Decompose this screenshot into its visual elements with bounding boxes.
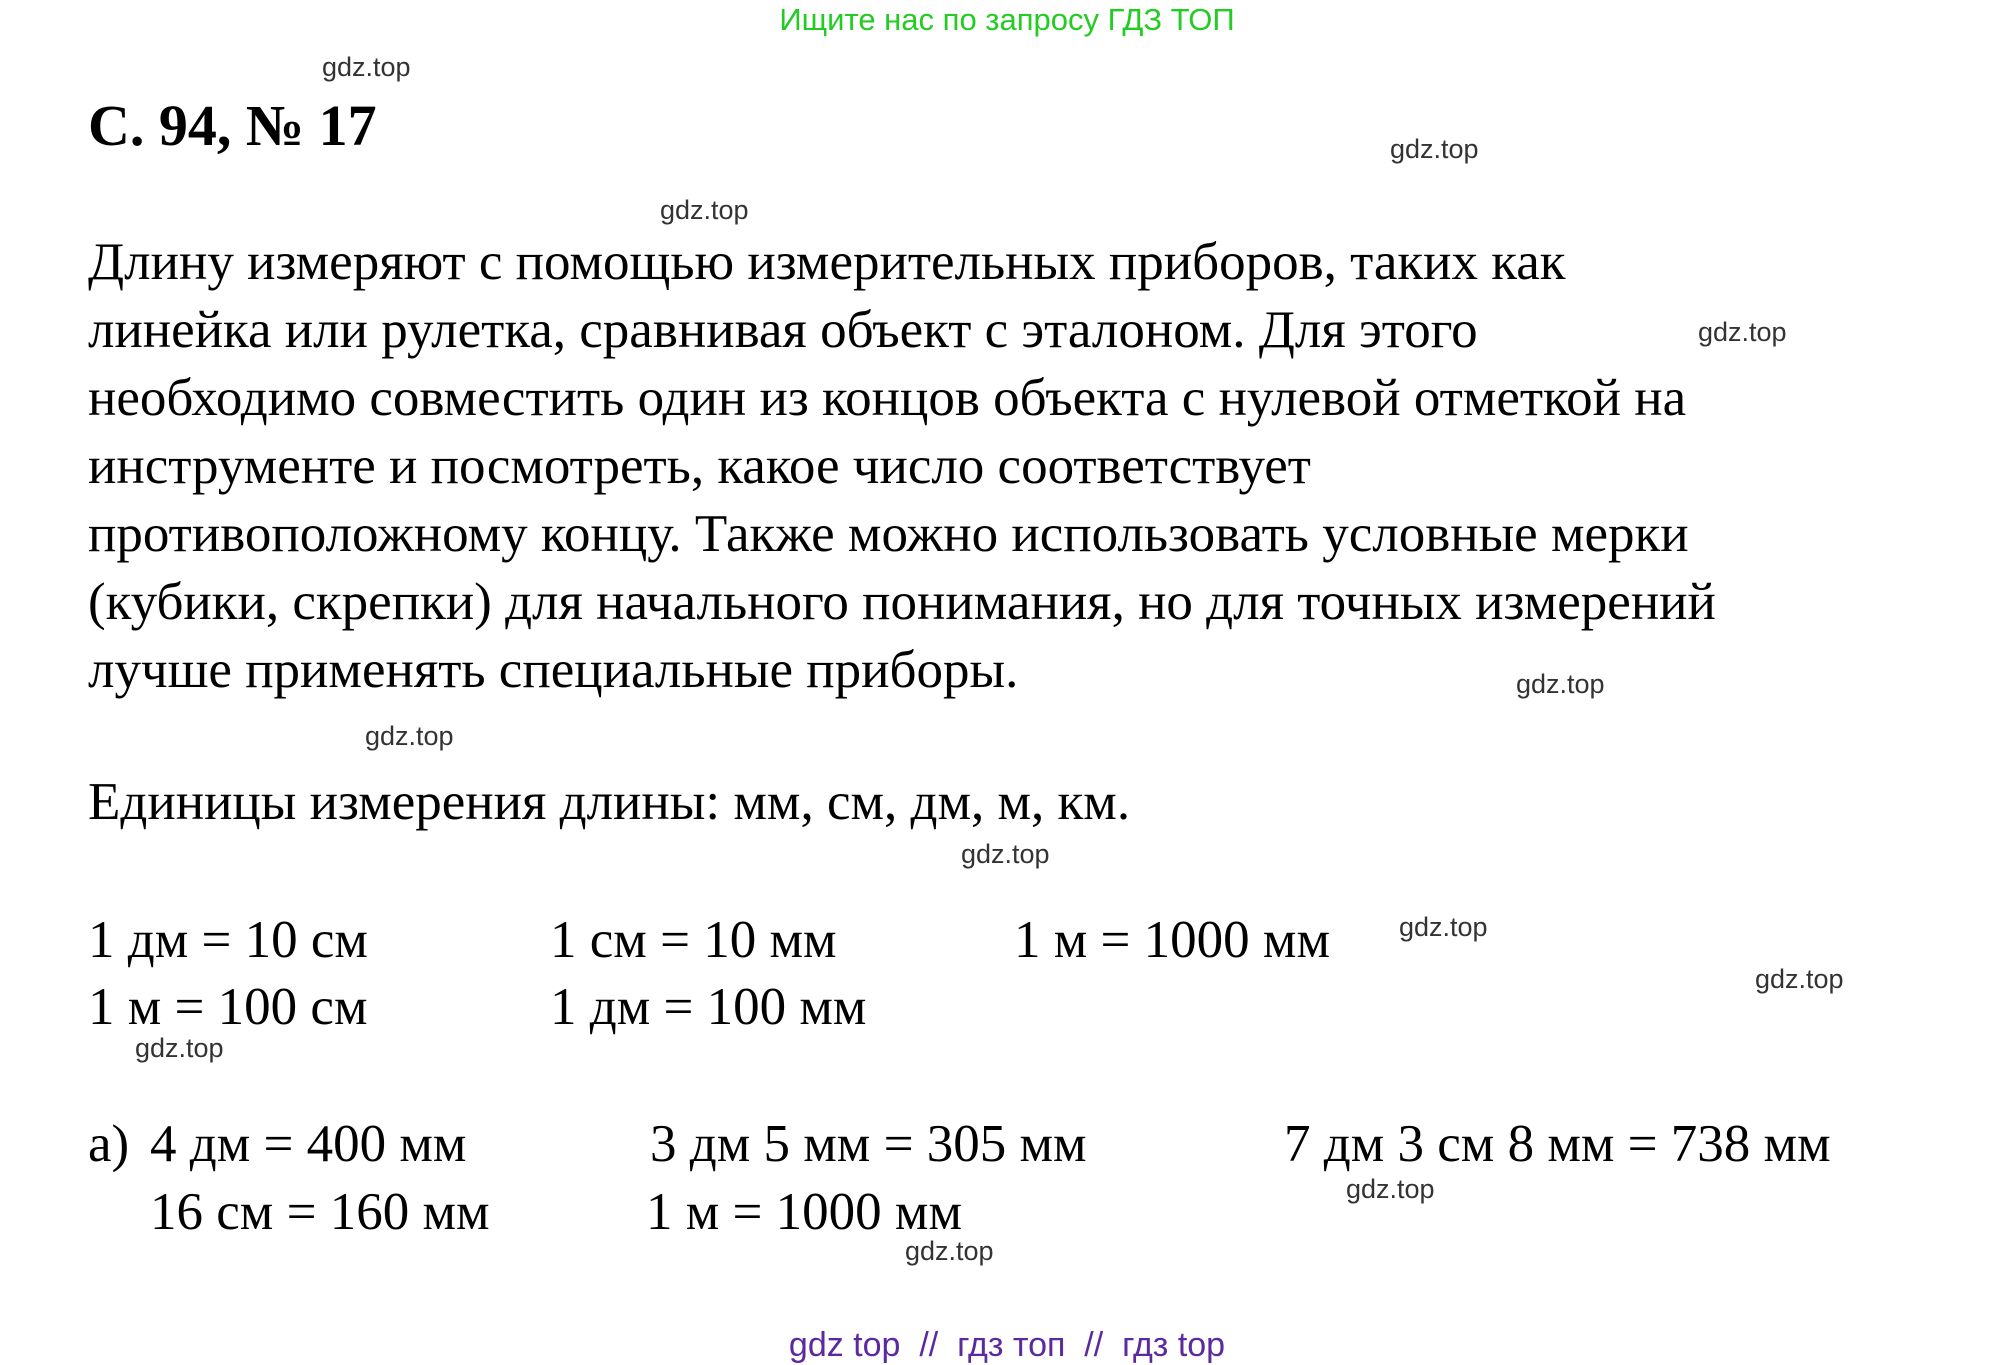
answer-item: 3 дм 5 мм = 305 мм	[650, 1115, 1087, 1173]
watermark: gdz.top	[1755, 964, 1844, 994]
explanation-paragraph	[88, 228, 1716, 704]
paragraph-line: лучше применять специальные приборы.	[88, 641, 1019, 699]
footer-brand: gdz top // гдз топ // гдз top	[788, 1326, 1226, 1364]
units-line: Единицы измерения длины: мм, см, дм, м, км.	[88, 773, 1131, 831]
answer-item: 16 см = 160 мм	[150, 1183, 490, 1241]
conversion: 1 м = 100 см	[88, 978, 368, 1036]
conversion: 1 дм = 10 см	[88, 911, 368, 969]
paragraph-line: Длину измеряют с помощью измерительных приборов, таких как	[88, 233, 1566, 291]
paragraph-line: (кубики, скрепки) для начального понимания, но для точных измерений	[88, 573, 1716, 631]
watermark: gdz.top	[660, 195, 749, 225]
conversion: 1 см = 10 мм	[550, 911, 837, 969]
watermark: gdz.top	[1399, 912, 1488, 942]
watermark: gdz.top	[1516, 669, 1605, 699]
answer-item: 1 м = 1000 мм	[646, 1183, 963, 1241]
watermark: gdz.top	[135, 1033, 224, 1063]
paragraph-line: линейка или рулетка, сравнивая объект с эталоном. Для этого	[88, 301, 1478, 359]
watermark: gdz.top	[1390, 134, 1479, 164]
search-hint-banner: Ищите нас по запросу ГДЗ ТОП	[779, 2, 1235, 37]
answer-label: а)	[88, 1115, 130, 1173]
paragraph-line: противоположному концу. Также можно использовать условные мерки	[88, 505, 1689, 563]
watermark: gdz.top	[365, 721, 454, 751]
conversion: 1 м = 1000 мм	[1014, 911, 1331, 969]
watermark: gdz.top	[322, 52, 411, 82]
watermark: gdz.top	[1698, 317, 1787, 347]
answer-item: 4 дм = 400 мм	[150, 1115, 467, 1173]
watermark: gdz.top	[961, 839, 1050, 869]
paragraph-line: необходимо совместить один из концов объекта с нулевой отметкой на	[88, 369, 1687, 427]
paragraph-line: инструменте и посмотреть, какое число соответствует	[88, 437, 1311, 495]
watermark: gdz.top	[1346, 1174, 1435, 1204]
conversion: 1 дм = 100 мм	[550, 978, 867, 1036]
watermark: gdz.top	[905, 1236, 994, 1266]
page-title: С. 94, № 17	[88, 93, 377, 158]
answer-item: 7 дм 3 см 8 мм = 738 мм	[1284, 1115, 1831, 1173]
